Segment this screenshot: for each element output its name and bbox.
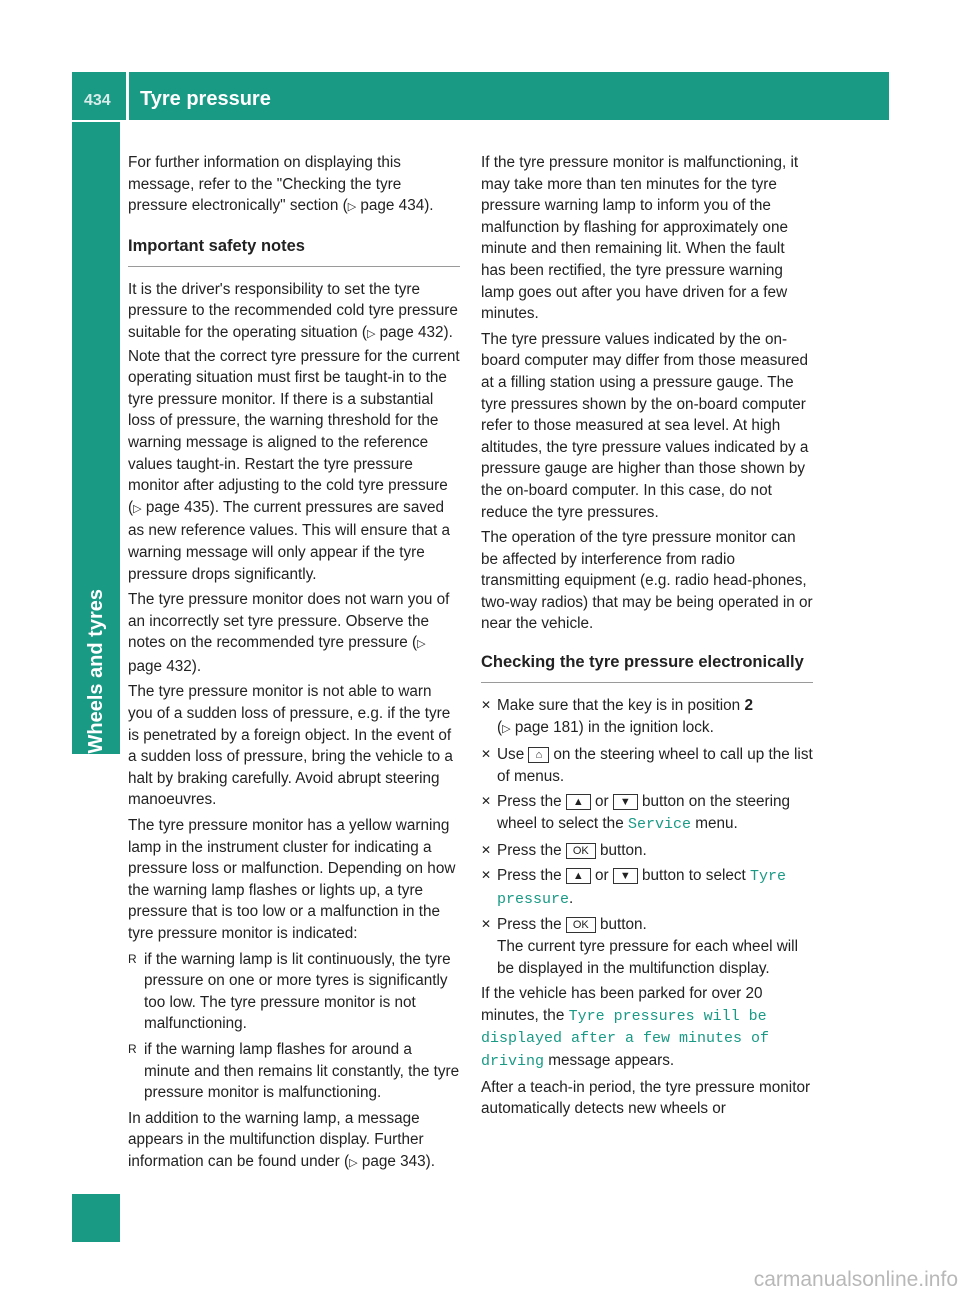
step-marker-icon: ✕	[481, 868, 492, 883]
bullet-icon: R	[128, 951, 137, 966]
side-tab	[72, 122, 120, 754]
step-marker-icon: ✕	[481, 794, 492, 809]
malfunction-paragraph: If the tyre pressure monitor is malfunctioning, it may take more than ten minutes for the tyre pressure warning lamp to inform you of the malfunction by flashing for approximately one minute and then remaining lit. When the fault has been rectified, the tyre pressure warning lamp goes out after you have driven for a few minutes.	[481, 154, 799, 323]
page-ref-icon: ▷	[502, 722, 511, 735]
bullet-icon: R	[128, 1041, 137, 1056]
step-item: ✕ Press the ▲ or ▼ button on the steering wheel to select the Service menu.	[481, 793, 790, 834]
page-ref-icon: ▷	[417, 638, 426, 651]
ok-button-icon: OK	[566, 917, 596, 933]
step-item: ✕ Press the ▲ or ▼ button to select Tyre pressure.	[481, 867, 787, 908]
step-item: ✕ Press the OK button.	[481, 840, 813, 862]
step-item: ✕ Use ⌂ on the steering wheel to call up the list of menus.	[481, 746, 813, 785]
service-menu-label: Service	[627, 816, 691, 834]
section-heading-safety: Important safety notes	[128, 235, 460, 267]
header-divider	[126, 72, 129, 120]
further-info-paragraph: In addition to the warning lamp, a message appears in the multifunction display. Further information can be found under (▷ page 343).	[128, 1109, 435, 1170]
warning-lamp-paragraph: The tyre pressure monitor has a yellow warning lamp in the instrument cluster for indicating a pressure loss or malfunction. Depending on how the warning lamp flashes or lights up, a tyre pressure that is too low or a malfunction in the tyre pressure monitor is indicated:	[128, 817, 456, 942]
page-ref-icon: ▷	[133, 502, 142, 515]
display-message-label: Tyre pressures will be displayed after a few minutes of driving	[481, 1007, 770, 1070]
page-number: 434	[84, 92, 111, 109]
side-tab-label: Wheels and tyres	[84, 589, 107, 754]
tyre-pressure-menu-label: Tyre pressure	[497, 868, 787, 908]
side-tab-marker	[72, 1194, 120, 1242]
watermark: carmanualsonline.info	[753, 1268, 958, 1291]
down-button-icon: ▼	[613, 794, 638, 810]
safety-paragraph: It is the driver's responsibility to set the tyre pressure to the recommended cold tyre pressure suitable for the operating situation (▷ page 432). Note that the correct tyre pressure for the current operating situation must first be taught-in to the tyre pressure monitor. If there is a substantial loss of pressure, the warning threshold for the warning message is aligned to the reference values taught-in. Restart the tyre pressure monitor after adjusting to the cold tyre pressure (▷ page 435). The current pressures are saved as new reference values. This will ensure that a warning message will only appear if the tyre pressure drops significantly.	[128, 280, 460, 583]
step-item: ✕ Press the OK button. The current tyre pressure for each wheel will be displayed in the multifunction display.	[481, 916, 798, 977]
step-marker-icon: ✕	[481, 747, 492, 762]
interference-paragraph: The operation of the tyre pressure monitor can be affected by interference from radio transmitting equipment (e.g. radio head-phones, two-way radios) that may be being operated in or near the vehicle.	[481, 529, 813, 633]
ok-button-icon: OK	[566, 843, 596, 859]
up-button-icon: ▲	[566, 794, 591, 810]
up-button-icon: ▲	[566, 868, 591, 884]
section-heading-checking: Checking the tyre pressure electronically	[481, 651, 813, 683]
warning-paragraph: The tyre pressure monitor does not warn you of an incorrectly set tyre pressure. Observe the notes on the recommended tyre pressure (▷ page 432).	[128, 591, 450, 675]
page-header	[72, 72, 889, 120]
page-title: Tyre pressure	[140, 88, 271, 110]
list-item: R if the warning lamp is lit continuously, the tyre pressure on one or more tyres is significantly too low. The tyre pressure monitor is not malfunctioning.	[128, 950, 451, 1033]
right-column	[481, 152, 813, 1120]
page-ref-icon: ▷	[347, 201, 357, 214]
left-column	[128, 152, 460, 1175]
intro-paragraph: For further information on displaying this message, refer to the "Checking the tyre pressure electronically" section (▷ page 434).	[128, 154, 434, 215]
list-item: R if the warning lamp flashes for around a minute and then remains lit constantly, the tyre pressure monitor is malfunctioning.	[128, 1040, 460, 1102]
step-marker-icon: ✕	[481, 698, 492, 713]
values-paragraph: The tyre pressure values indicated by the on-board computer may differ from those measured at a filling station using a pressure gauge. The tyre pressures shown by the on-board computer refer to those measured at sea level. At high altitudes, the tyre pressure values indicated by a pressure gauge are higher than those shown by the on-board computer. In this case, do not reduce the tyre pressures.	[481, 330, 809, 521]
sudden-loss-paragraph: The tyre pressure monitor is not able to warn you of a sudden loss of pressure, e.g. if the tyre is penetrated by a foreign object. In the event of a sudden loss of pressure, bring the vehicle to a halt by braking carefully. Avoid abrupt steering manoeuvres.	[128, 683, 453, 809]
parked-paragraph: If the vehicle has been parked for over 20 minutes, the Tyre pressures will be displayed after a few minutes of driving message appears.	[481, 985, 770, 1070]
page-ref-icon: ▷	[349, 1156, 358, 1169]
teach-in-paragraph: After a teach-in period, the tyre pressure monitor automatically detects new wheels or	[481, 1078, 811, 1118]
step-item: ✕ Make sure that the key is in position 2 (▷ page 181) in the ignition lock.	[481, 697, 753, 736]
step-marker-icon: ✕	[481, 842, 492, 857]
home-button-icon: ⌂	[528, 747, 549, 763]
step-marker-icon: ✕	[481, 917, 492, 932]
down-button-icon: ▼	[613, 868, 638, 884]
page-ref-icon: ▷	[366, 327, 376, 340]
